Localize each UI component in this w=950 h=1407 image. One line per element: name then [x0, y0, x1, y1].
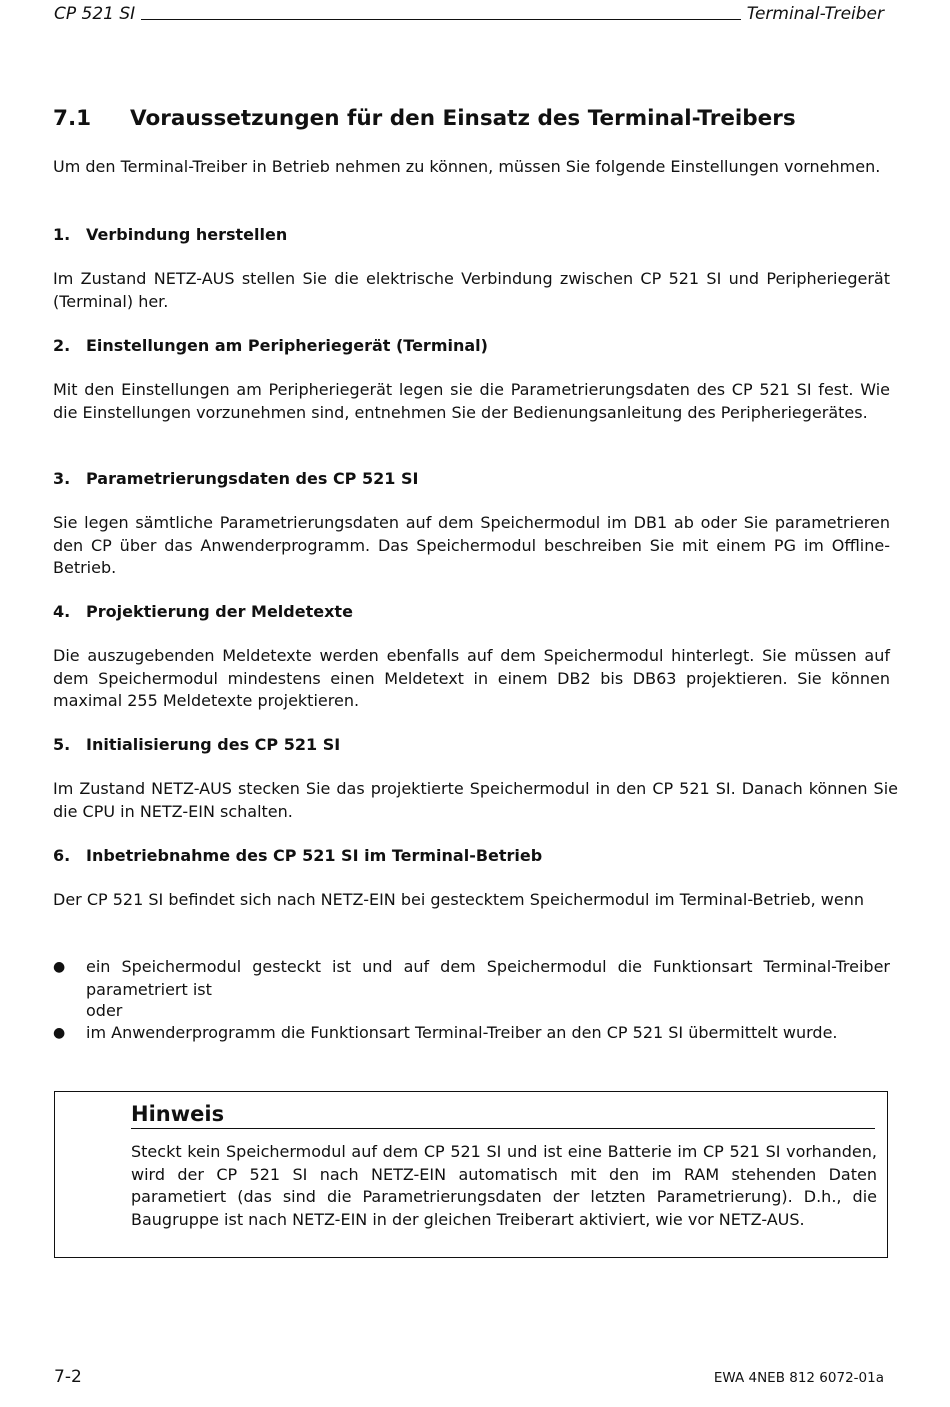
- step-text-5: Im Zustand NETZ-AUS stecken Sie das projektierte Speichermodul in den CP 521 SI. Danach können Sie die CPU in NETZ-EIN schalten.: [53, 779, 898, 821]
- header-right: Terminal-Treiber: [746, 4, 884, 24]
- connector-text: oder: [86, 1001, 123, 1020]
- section-title: [53, 106, 893, 131]
- step-text-1: Im Zustand NETZ-AUS stellen Sie die elektrische Verbindung zwischen CP 521 SI und Peripheriegerät (Terminal) her.: [53, 269, 890, 311]
- step-heading-1: [53, 225, 890, 244]
- step-title: Verbindung herstellen: [86, 225, 288, 244]
- step-title: Parametrierungsdaten des CP 521 SI: [86, 469, 419, 488]
- bullet-text: ein Speichermodul gesteckt ist und auf dem Speichermodul die Funktionsart Terminal-Treiber parametriert ist: [86, 957, 890, 999]
- section-heading: Voraussetzungen für den Einsatz des Terminal-Treibers: [130, 106, 796, 131]
- section-number: 7.1: [53, 106, 92, 131]
- page-header: [54, 0, 884, 24]
- step-heading-6: [53, 846, 890, 865]
- intro-paragraph: Um den Terminal-Treiber in Betrieb nehmen zu können, müssen Sie folgende Einstellungen vornehmen.: [53, 157, 881, 176]
- step-title: Inbetriebnahme des CP 521 SI im Terminal-Betrieb: [86, 846, 543, 865]
- document-id: EWA 4NEB 812 6072-01a: [713, 1370, 884, 1386]
- note-title: Hinweis: [131, 1102, 875, 1129]
- step-number: 3.: [53, 469, 71, 488]
- step-text-2: Mit den Einstellungen am Peripheriegerät legen sie die Parametrierungsdaten des CP 521 SI fest. Wie die Einstellungen vorzunehmen sind, entnehmen Sie der Bedienungsanleitung des Peripheriegerätes.: [53, 380, 890, 422]
- list-item: [53, 956, 890, 1001]
- step-heading-2: [53, 336, 890, 355]
- step-text-4: Die auszugebenden Meldetexte werden ebenfalls auf dem Speichermodul hinterlegt. Sie müssen auf dem Speichermodul mindestens einen Meldetext in einem DB2 bis DB63 projektieren. Sie können maximal 255 Meldetexte projektieren.: [53, 646, 890, 710]
- step-text-6: Der CP 521 SI befindet sich nach NETZ-EIN bei gestecktem Speichermodul im Terminal-Betrieb, wenn: [53, 890, 865, 909]
- step-number: 4.: [53, 602, 71, 621]
- step-number: 6.: [53, 846, 71, 865]
- step-number: 2.: [53, 336, 71, 355]
- step-heading-5: [53, 735, 890, 754]
- bullet-text: im Anwenderprogramm die Funktionsart Terminal-Treiber an den CP 521 SI übermittelt wurde.: [86, 1023, 838, 1042]
- step-number: 1.: [53, 225, 71, 244]
- note-box: [54, 1091, 888, 1258]
- step-title: Projektierung der Meldetexte: [86, 602, 353, 621]
- step-heading-4: [53, 602, 890, 621]
- page-number: 7-2: [54, 1367, 82, 1387]
- step-title: Einstellungen am Peripheriegerät (Terminal): [86, 336, 488, 355]
- list-item: [53, 1022, 890, 1045]
- step-title: Initialisierung des CP 521 SI: [86, 735, 341, 754]
- header-left: CP 521 SI: [54, 4, 136, 24]
- header-rule: [141, 19, 741, 20]
- note-text: Steckt kein Speichermodul auf dem CP 521 SI und ist eine Batterie im CP 521 SI vorhanden, wird der CP 521 SI nach NETZ-EIN automatisch mit den im RAM stehenden Daten parametiert (das sind die Parametrierungsdaten der letzten Parametrierung). D.h., die Baugruppe ist nach NETZ-EIN in der gleichen Treiberart aktiviert, wie vor NETZ-AUS.: [131, 1142, 877, 1229]
- step-text-3: Sie legen sämtliche Parametrierungsdaten auf dem Speichermodul im DB1 ab oder Sie parametrieren den CP über das Anwenderprogramm. Das Speichermodul beschreiben Sie mit einem PG im Offline-Betrieb.: [53, 513, 890, 577]
- bullet-icon: ●: [53, 1025, 66, 1041]
- step-heading-3: [53, 469, 890, 488]
- step-number: 5.: [53, 735, 71, 754]
- bullet-icon: ●: [53, 959, 66, 975]
